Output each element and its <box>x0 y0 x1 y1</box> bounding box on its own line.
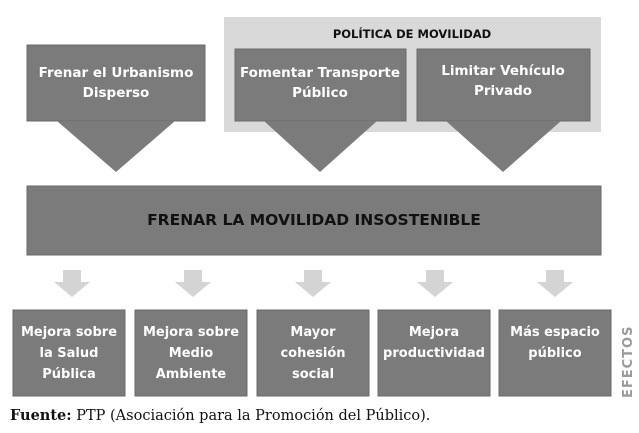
effect-box-productivity <box>378 310 490 396</box>
effect-box-cohesion-line-2: cohesión <box>280 346 346 361</box>
source-caption-text: PTP (Asociación para la Promoción del Público). <box>76 408 431 424</box>
effect-box-cohesion-line-1: Mayor <box>290 325 336 340</box>
effect-box-public-space-line-2: público <box>528 346 582 361</box>
top-block-private-vehicle-line-2: Privado <box>473 83 533 99</box>
top-block-urbanism-line-1: Frenar el Urbanismo <box>38 65 194 81</box>
small-arrow-1 <box>54 270 90 297</box>
source-caption-label: Fuente: <box>10 407 72 424</box>
effect-box-public-space <box>499 310 611 396</box>
effect-box-public-space-line-1: Más espacio <box>510 325 600 340</box>
top-block-urbanism-line-2: Disperso <box>82 85 150 101</box>
policy-group-title: POLÍTICA DE MOVILIDAD <box>332 27 492 41</box>
source-caption <box>10 407 430 424</box>
main-bar-label: FRENAR LA MOVILIDAD INSOSTENIBLE <box>147 211 481 229</box>
top-block-public-transport-line-2: Público <box>292 85 348 101</box>
effect-box-environment-line-1: Mejora sobre <box>142 325 240 340</box>
small-arrow-3 <box>295 270 331 297</box>
effect-box-environment-line-2: Medio <box>168 346 214 361</box>
effect-box-cohesion <box>257 310 369 396</box>
effects-side-label: EFECTOS <box>621 325 636 398</box>
top-block-private-vehicle-line-1: Limitar Vehículo <box>441 63 565 79</box>
effect-box-productivity-line-2: productividad <box>383 346 485 361</box>
down-arrow-private-vehicle <box>446 121 561 172</box>
effect-box-productivity-line-1: Mejora <box>408 325 460 340</box>
small-arrows <box>54 270 573 297</box>
top-block-public-transport-line-1: Fomentar Transporte <box>239 65 401 81</box>
effect-box-health-line-1: Mejora sobre <box>20 325 118 340</box>
small-arrow-5 <box>537 270 573 297</box>
effect-box-cohesion-line-3: social <box>291 367 335 382</box>
small-arrow-2 <box>175 270 211 297</box>
down-arrow-public-transport <box>264 121 377 172</box>
small-arrow-4 <box>417 270 453 297</box>
effect-box-health-line-3: Pública <box>42 367 96 382</box>
effect-box-health-line-2: la Salud <box>39 346 99 361</box>
down-arrow-urbanism <box>57 121 175 172</box>
top-block-private-vehicle <box>417 49 590 172</box>
effect-box-environment <box>135 310 247 396</box>
top-block-urbanism <box>27 45 205 172</box>
top-block-public-transport <box>235 49 406 172</box>
effect-box-health <box>13 310 125 396</box>
effect-box-environment-line-3: Ambiente <box>155 367 227 382</box>
